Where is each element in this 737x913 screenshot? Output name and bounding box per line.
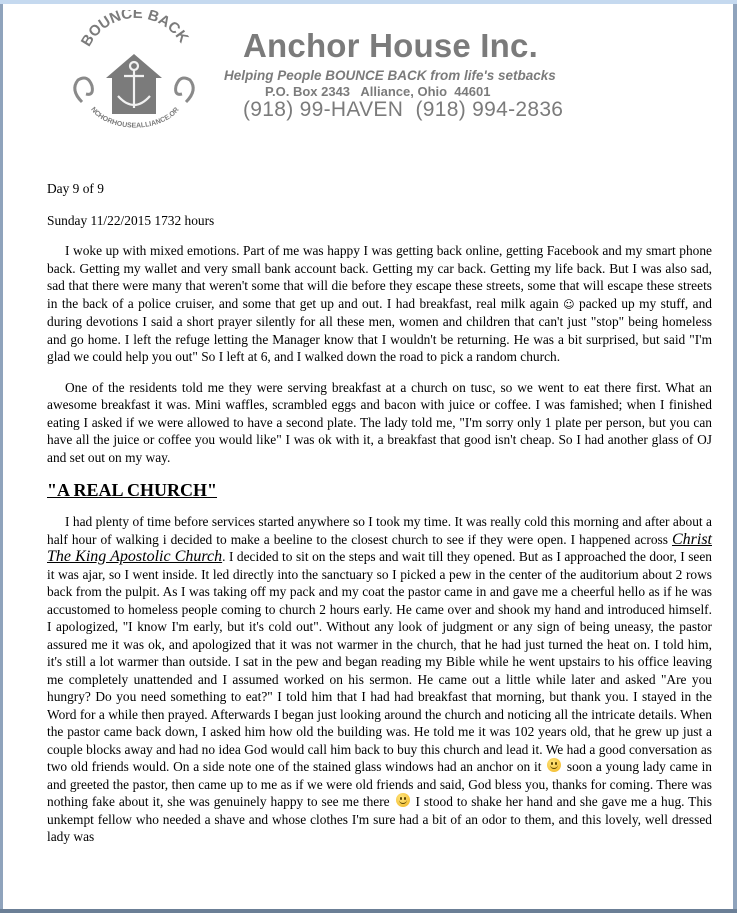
- window-frame-right: [733, 4, 737, 910]
- paragraph-3-text-d: I stood to shake her hand and she gave me a hug. This unkempt fellow who needed a shave and whose clothes I'm sure had a bit of an odor to them, and this lovely, well dressed lady was: [47, 794, 712, 844]
- paragraph-3-text-b: . I decided to sit on the steps and wait till they opened. But as I approached the door, I seen it was ajar, so I went inside. It led directly into the sanctuary so I picked a pew in the center of the auditorium about 2 rows back from the pulpit. As I was taking off my pack and my coat the pastor came in and gave me a cheerful hello as if he was accustomed to homeless people coming to church 2 hours early. He came over and shook my hand and introduced himself. I apologized, "I know I'm early, but it's cold out". Without any look of judgment or any sign of being uneasy, the pastor assured me it was ok, and apologized that it was not warmer in the church, that he had just turned the heat on. I told him, it's still a lot warmer than outside. I sat in the pew and began reading my Bible while he went upstairs to his office leaving me completely unattended and I assumed worked on his sermon. He came out a little while later and asked "Are you hungry? Do you need something to eat?" I told him that I had had breakfast that morning, but thank you. I stayed in the Word for a while then prayed. Afterwards I began just looking around the church and noticing all the intricate details. When the pastor came back down, I asked him how old the building was. He told me it was 102 years old, that he grew up just a couple blocks away and had no idea God would call him back to buy this church and lead it. We had a good conversation as two old friends would. On a side note one of the stained glass windows had an anchor on it: [47, 549, 712, 774]
- logo-text-top: BOUNCE BACK: [77, 10, 192, 50]
- paragraph-2: One of the residents told me they were serving breakfast at a church on tusc, so we went to eat there first. What an awesome breakfast it was. Mini waffles, scrambled eggs and bacon with juice or coffee. I was famished; when I finished eating I asked if we were allowed to have a second plate. The lady told me, "I'm sorry only 1 plate per person, but you can have all the juice or coffee you would like" I was ok with it, a breakfast that good isn't cheap. So I had another glass of OJ and set out on my way.: [47, 379, 712, 465]
- org-tagline: Helping People BOUNCE BACK from life's setbacks: [224, 68, 556, 83]
- paragraph-3-text-a: I had plenty of time before services started anywhere so I took my time. It was really cold this morning and after about a half hour of walking i decided to make a beeline to the closest church to see if they were open. I happened across: [47, 514, 712, 547]
- paragraph-1-text-a: I woke up with mixed emotions. Part of me was happy I was getting back online, getting Facebook and my smart phone back. Getting my wallet and very small bank account back. Getting my car back. Getting my life back. But I was also sad, sad that there were many that weren't some that will die before they escape these streets, some that will escape these streets in the back of a police cruiser, and some that get up and out. I had breakfast, real milk again: [47, 243, 712, 311]
- church-name: Christ The King Apostolic Church: [47, 530, 712, 565]
- smiley-emoji-icon: [396, 793, 410, 807]
- day-counter: Day 9 of 9: [47, 181, 104, 196]
- window-frame-bottom: [0, 909, 737, 913]
- right-wave-icon: [176, 78, 194, 102]
- paragraph-1: [47, 242, 712, 366]
- logo-text-bottom: NCHORHOUSEALLIANCE.OR: [89, 106, 181, 130]
- org-phones: (918) 99-HAVEN (918) 994-2836: [243, 98, 564, 121]
- smiley-icon: ☺: [563, 297, 575, 311]
- org-address: P.O. Box 2343 Alliance, Ohio 44601: [265, 84, 491, 99]
- entry-date: Sunday 11/22/2015 1732 hours: [47, 212, 215, 228]
- paragraph-1-text-b: packed up my stuff, and during devotions I said a short prayer silently for all these men, women and children that can't just "stop" being homeless and go home. I left the refuge letting the Manager know that I wouldn't be returning. He was a bit surprised, but said "I'm glad we could help you out" So I left at 6, and I walked down the road to pick a random church.: [47, 295, 712, 364]
- bounce-back-logo: [62, 10, 202, 130]
- paragraph-3: [47, 513, 712, 846]
- section-heading: "A REAL CHURCH": [47, 480, 218, 500]
- paragraph-3-text-c: soon a young lady came in and greeted the pastor, then came up to me as if we were old friends and said, God bless you, thanks for coming. There was nothing fake about it, she was genuinely happy to see me there: [47, 759, 712, 809]
- journal-entry: [47, 180, 712, 859]
- left-wave-icon: [75, 78, 93, 102]
- smiley-emoji-icon: [547, 758, 561, 772]
- org-name: Anchor House Inc.: [243, 27, 538, 64]
